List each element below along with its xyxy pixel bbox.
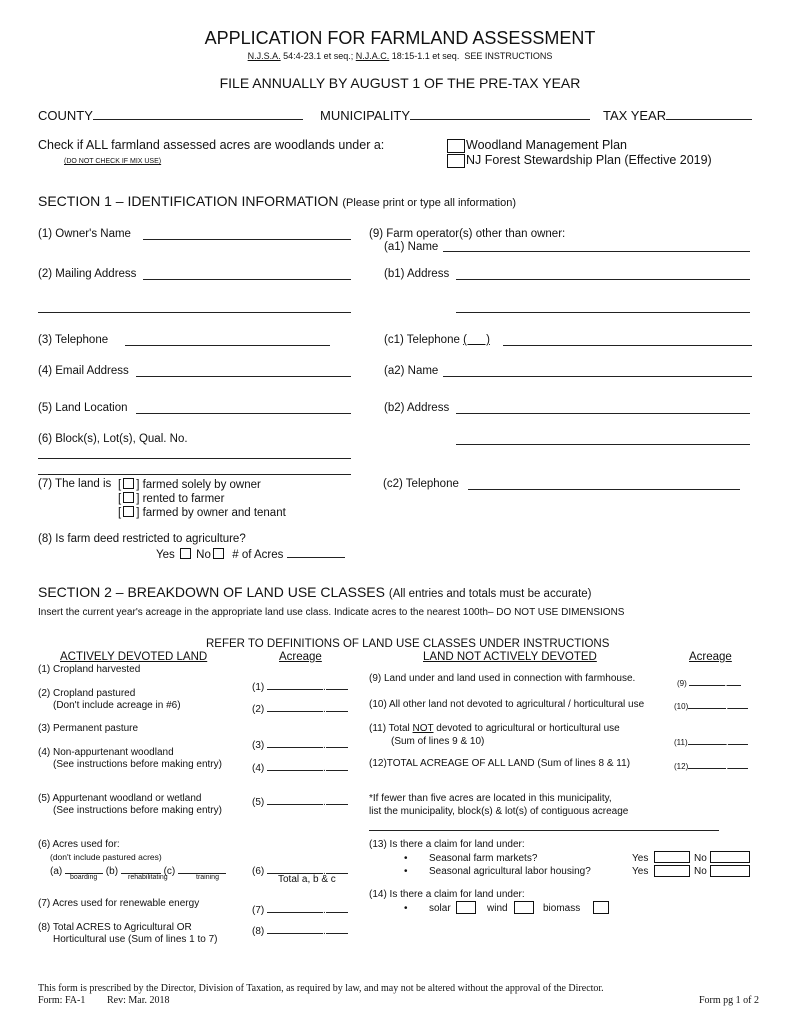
line3-number: (3)	[252, 740, 265, 751]
line12-label: (12)TOTAL ACREAGE OF ALL LAND (Sum of lines 8 & 11)	[369, 758, 631, 769]
line5-input[interactable]: (5) .	[252, 793, 348, 808]
woodlands-question: Check if ALL farmland assessed acres are woodlands under a:	[38, 138, 385, 152]
section1-title: SECTION 1 – IDENTIFICATION INFORMATION	[38, 193, 339, 209]
a1-name-label: (a1) Name	[384, 241, 439, 253]
statute-reference	[0, 51, 800, 61]
line6a-label: (a)	[50, 866, 63, 877]
land-location-line	[136, 413, 351, 414]
rehabilitating-caption: rehabilitating	[128, 874, 168, 881]
municipality-label: MUNICIPALITY	[320, 108, 411, 123]
training-caption: training	[196, 874, 219, 881]
actively-devoted-header: ACTIVELY DEVOTED LAND	[60, 651, 208, 663]
land-location-field[interactable]	[38, 402, 128, 414]
c1-telephone-field[interactable]	[384, 334, 490, 346]
deed-no-label: No	[196, 549, 211, 561]
line6b-label: (b)	[105, 866, 119, 877]
see-instructions: SEE INSTRUCTIONS	[464, 51, 553, 61]
line11-not: NOT	[412, 723, 434, 734]
a2-name-line[interactable]	[443, 376, 752, 377]
housing-yes-label: Yes	[632, 866, 649, 877]
email-label: (4) Email Address	[38, 365, 129, 377]
refer-definitions: REFER TO DEFINITIONS OF LAND USE CLASSES UNDER INSTRUCTIONS	[206, 638, 610, 650]
line6c-label: (c)	[163, 866, 176, 877]
b1-address-line[interactable]	[456, 279, 750, 280]
telephone-field[interactable]	[38, 334, 108, 346]
woodlands-note: (DO NOT CHECK IF MIX USE)	[64, 158, 162, 165]
form-number: Form: FA-1	[38, 995, 86, 1006]
markets-no-label: No	[694, 853, 707, 864]
solar-label: solar	[429, 903, 451, 914]
land-option-owner-checkbox[interactable]	[123, 478, 134, 489]
acreage-header-right: Acreage	[689, 651, 732, 663]
statute-njac: N.J.A.C.	[355, 51, 390, 61]
b1-address-line-2[interactable]	[456, 312, 750, 313]
statute-njsa-ref: 54:4-23.1 et seq.;	[283, 51, 354, 61]
line8-input[interactable]: (8) .	[252, 922, 348, 937]
fewer-acres-instruction: list the municipality, block(s) & lot(s) of contiguous acreage	[369, 806, 629, 817]
bullet-energy: •	[404, 903, 408, 914]
statute-njac-ref: 18:15-1.1 et seq.	[391, 51, 460, 61]
telephone-label: (3) Telephone	[38, 334, 109, 346]
deed-no-checkbox[interactable]	[213, 548, 224, 559]
owner-name-line	[143, 239, 351, 240]
line11-input[interactable]: (11) .	[674, 735, 748, 747]
not-actively-devoted-header: LAND NOT ACTIVELY DEVOTED	[423, 651, 597, 663]
boarding-caption: boarding	[70, 874, 98, 881]
revision-date: Rev: Mar. 2018	[107, 995, 170, 1006]
line1-number: (1)	[252, 682, 265, 693]
line4-note: (See instructions before making entry)	[53, 759, 222, 770]
markets-no-box[interactable]	[710, 851, 750, 863]
block-lot-line-1	[38, 458, 351, 459]
line10-label: (10) All other land not devoted to agricultural / horticultural use	[369, 699, 645, 710]
line5-note: (See instructions before making entry)	[53, 805, 222, 816]
line11-note: (Sum of lines 9 & 10)	[391, 736, 485, 747]
tax-year-field[interactable]	[603, 108, 752, 123]
line8-number: (8)	[252, 926, 265, 937]
land-option-owner[interactable]: [ ] farmed solely by owner	[118, 479, 261, 491]
seasonal-markets-label: Seasonal farm markets?	[429, 853, 538, 864]
line11-number: (11)	[674, 738, 688, 747]
forest-stewardship-checkbox[interactable]	[447, 154, 465, 168]
mailing-address-field[interactable]	[38, 268, 136, 280]
email-line	[136, 376, 351, 377]
line7-number: (7)	[252, 905, 265, 916]
line2-label: (2) Cropland pastured	[38, 688, 136, 699]
housing-no-box[interactable]	[710, 865, 750, 877]
statute-njsa: N.J.S.A.	[247, 51, 281, 61]
a2-name-label: (a2) Name	[384, 365, 439, 377]
line9-input[interactable]: (9) .	[677, 676, 741, 688]
deed-acres-input[interactable]	[287, 546, 345, 558]
line3-label: (3) Permanent pasture	[38, 723, 139, 734]
line6-label: (6) Acres used for:	[38, 839, 120, 850]
deed-yes-checkbox[interactable]	[180, 548, 191, 559]
deed-question: (8) Is farm deed restricted to agriculture?	[38, 533, 246, 545]
a1-name-line[interactable]	[443, 251, 750, 252]
line1-input[interactable]: (1) .	[252, 678, 348, 693]
county-label: COUNTY	[38, 108, 93, 123]
prescribed-notice: This form is prescribed by the Director, Division of Taxation, as required by law, and may not be altered without the approval of the Director.	[38, 983, 604, 994]
section2-subtitle: (All entries and totals must be accurate)	[388, 588, 592, 600]
section2-heading	[38, 584, 592, 600]
markets-yes-box[interactable]	[654, 851, 690, 863]
c1-telephone-label: (c1) Telephone	[384, 334, 460, 346]
owner-name-field[interactable]	[38, 228, 131, 240]
markets-yes-label: Yes	[632, 853, 649, 864]
land-option-owner-label: farmed solely by owner	[142, 479, 261, 491]
operator-label: (9) Farm operator(s) other than owner:	[369, 228, 566, 240]
biomass-label: biomass	[543, 903, 581, 914]
county-field[interactable]	[38, 108, 303, 123]
woodland-plan-label: Woodland Management Plan	[466, 138, 627, 152]
c1-telephone-line[interactable]	[503, 345, 752, 346]
line6-input[interactable]: (6) .	[252, 862, 348, 877]
line10-input[interactable]: (10) .	[674, 699, 748, 711]
owner-name-label: (1) Owner's Name	[38, 228, 131, 240]
solar-box[interactable]	[456, 901, 476, 914]
b2-address-label: (b2) Address	[384, 402, 450, 414]
line12-number: (12)	[674, 762, 689, 771]
land-option-rented[interactable]: [ ] rented to farmer	[118, 493, 225, 505]
line9-label: (9) Land under and land used in connection with farmhouse.	[369, 673, 636, 684]
line3-input[interactable]: (3) .	[252, 736, 348, 751]
line5-label: (5) Appurtenant woodland or wetland	[38, 793, 202, 804]
deed-answers	[156, 546, 345, 561]
wind-box[interactable]	[514, 901, 534, 914]
contiguous-acreage-line[interactable]	[369, 830, 719, 831]
block-lot-line-2	[38, 474, 351, 475]
section1-subtitle: (Please print or type all information)	[342, 197, 517, 209]
acreage-header-left: Acreage	[279, 651, 322, 663]
block-lot-field[interactable]	[38, 433, 188, 445]
bullet-housing: •	[404, 866, 408, 877]
mailing-address-line-2	[38, 312, 351, 313]
land-location-label: (5) Land Location	[38, 402, 128, 414]
land-option-tenant-label: farmed by owner and tenant	[142, 507, 286, 519]
line14-label: (14) Is there a claim for land under:	[369, 889, 525, 900]
c1-area-code: ( )	[463, 334, 490, 346]
line11-prefix: (11) Total	[369, 723, 410, 734]
line2-input[interactable]: (2) .	[252, 700, 348, 715]
deed-yes-label: Yes	[156, 549, 175, 561]
housing-no-label: No	[694, 866, 707, 877]
land-option-rented-checkbox[interactable]	[123, 492, 134, 503]
b1-address-label: (b1) Address	[384, 268, 450, 280]
wind-label: wind	[487, 903, 508, 914]
labor-housing-label: Seasonal agricultural labor housing?	[429, 866, 591, 877]
line4-label: (4) Non-appurtenant woodland	[38, 747, 174, 758]
section1-heading	[38, 193, 516, 209]
biomass-box[interactable]	[593, 901, 609, 914]
line11-label	[369, 723, 620, 734]
housing-yes-box[interactable]	[654, 865, 690, 877]
municipality-field[interactable]	[320, 108, 590, 123]
line6-total-caption: Total a, b & c	[278, 874, 336, 885]
c2-telephone-line[interactable]	[468, 489, 740, 490]
block-lot-label: (6) Block(s), Lot(s), Qual. No.	[38, 433, 188, 445]
line4-number: (4)	[252, 763, 265, 774]
line8-note: Horticultural use (Sum of lines 1 to 7)	[53, 934, 218, 945]
line10-number: (10)	[674, 702, 689, 711]
line5-number: (5)	[252, 797, 265, 808]
b2-address-line[interactable]	[456, 413, 750, 414]
section2-title: SECTION 2 – BREAKDOWN OF LAND USE CLASSES	[38, 584, 385, 600]
page-number: Form pg 1 of 2	[699, 995, 759, 1006]
forest-stewardship-label: NJ Forest Stewardship Plan (Effective 2019)	[466, 153, 712, 167]
mailing-address-label: (2) Mailing Address	[38, 268, 137, 280]
line7-label: (7) Acres used for renewable energy	[38, 898, 200, 909]
bullet-markets: •	[404, 853, 408, 864]
woodland-plan-checkbox[interactable]	[447, 139, 465, 153]
line13-label: (13) Is there a claim for land under:	[369, 839, 525, 850]
land-is-label: (7) The land is	[38, 478, 112, 490]
mailing-address-line	[143, 279, 351, 280]
line7-input[interactable]: (7) .	[252, 901, 348, 916]
line12-input[interactable]: (12) .	[674, 759, 748, 771]
land-option-rented-label: rented to farmer	[142, 493, 225, 505]
b2-address-line-2[interactable]	[456, 444, 750, 445]
telephone-line	[125, 345, 330, 346]
line1-label: (1) Cropland harvested	[38, 664, 141, 675]
land-option-tenant-checkbox[interactable]	[123, 506, 134, 517]
line2-note: (Don't include acreage in #6)	[53, 700, 181, 711]
form-title: APPLICATION FOR FARMLAND ASSESSMENT	[204, 28, 596, 48]
email-field[interactable]	[38, 365, 129, 377]
deed-acres-label: # of Acres	[232, 549, 284, 561]
line11-suffix: devoted to agricultural or horticultural use	[436, 723, 620, 734]
line6-number: (6)	[252, 866, 265, 877]
line9-number: (9)	[677, 679, 687, 688]
tax-year-label: TAX YEAR	[603, 108, 667, 123]
file-annually-notice: FILE ANNUALLY BY AUGUST 1 OF THE PRE-TAX YEAR	[219, 75, 581, 91]
line2-number: (2)	[252, 704, 265, 715]
line4-input[interactable]: (4) .	[252, 759, 348, 774]
c2-telephone-label: (c2) Telephone	[383, 478, 459, 490]
fewer-acres-note: *If fewer than five acres are located in this municipality,	[369, 793, 612, 804]
section2-instruction: Insert the current year's acreage in the appropriate land use class. Indicate acres to the nearest 100th– DO NOT USE DIMENSIONS	[38, 607, 625, 618]
land-option-tenant[interactable]: [ ] farmed by owner and tenant	[118, 507, 286, 519]
line6-note: (don't include pastured acres)	[50, 852, 162, 862]
line8-label: (8) Total ACRES to Agricultural OR	[38, 922, 192, 933]
